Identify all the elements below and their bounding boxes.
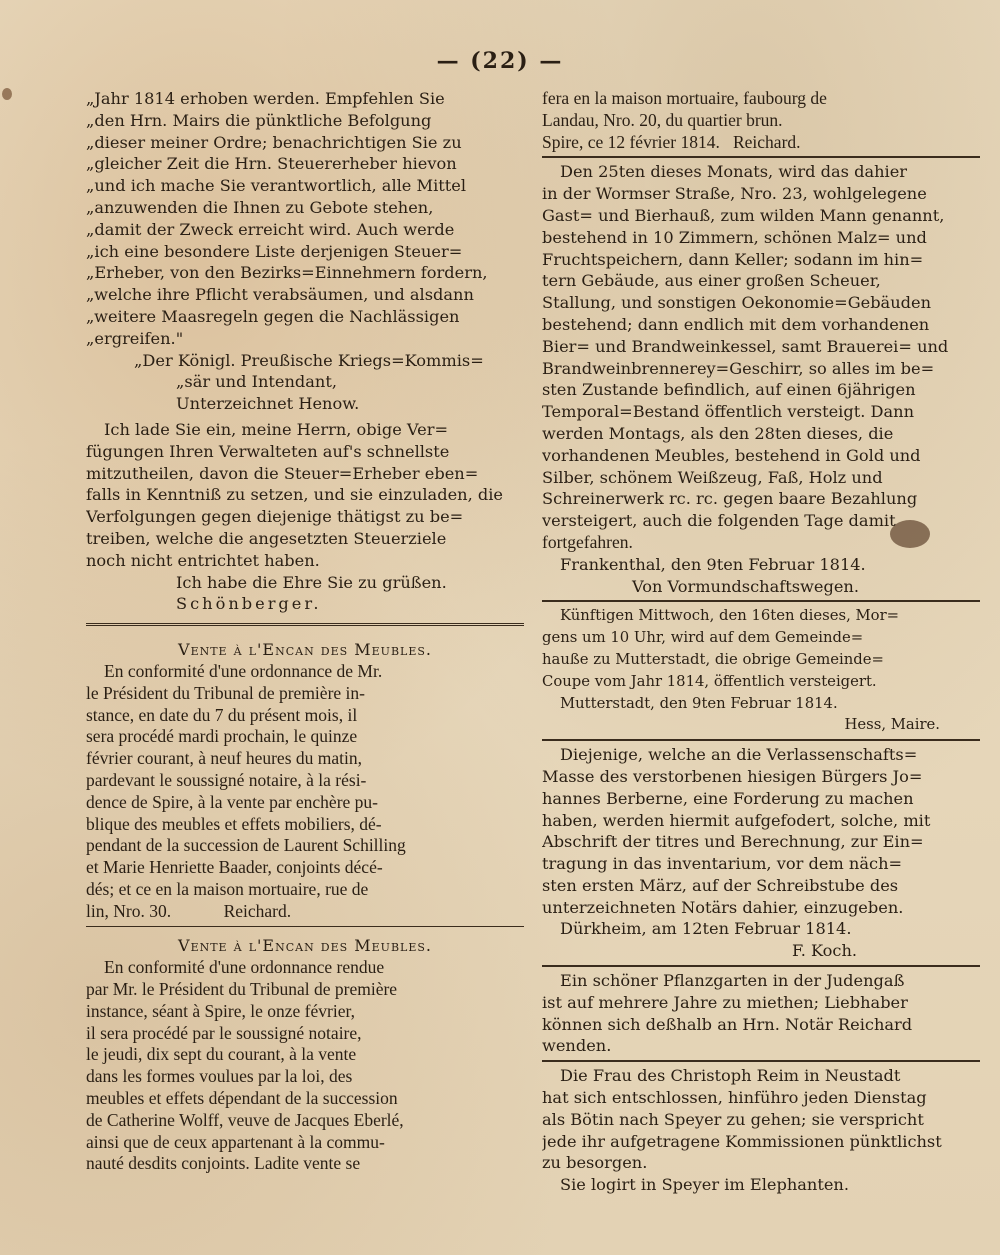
text-line: Landau, Nro. 20, du quartier brun.: [542, 109, 783, 130]
notice-heading: Vente à l'Encan des Meubles.: [178, 640, 432, 660]
closing-line: Ich habe die Ehre Sie zu grüßen.: [176, 572, 447, 592]
text-line: Ein schöner Pflanzgarten in der Judengaß: [560, 971, 905, 991]
text-line: sera procédé mardi prochain, le quinze: [86, 726, 358, 747]
text-line: Künftigen Mittwoch, den 16ten dieses, Mor=: [560, 607, 900, 625]
notice-verlassenschaft: [542, 744, 980, 962]
text-line: als Bötin nach Speyer zu gehen; sie verspricht: [542, 1109, 924, 1129]
text-line: sten ersten März, auf der Schreibstube des: [542, 875, 899, 895]
invitation-text: [86, 419, 524, 615]
text-line: hannes Berberne, eine Forderung zu machen: [542, 788, 914, 808]
text-line: le Président du Tribunal de première in-: [86, 682, 365, 703]
text-line: Coupe vom Jahr 1814, öffentlich versteigert.: [542, 672, 877, 690]
text-line: gens um 10 Uhr, wird auf dem Gemeinde=: [542, 629, 864, 647]
text-line: Die Frau des Christoph Reim in Neustadt: [560, 1066, 901, 1086]
text-line: hauße zu Mutterstadt, die obrige Gemeinde=: [542, 650, 884, 668]
text-line: par Mr. le Président du Tribunal de première: [86, 979, 398, 1000]
text-line: Brandweinbrennerey=Geschirr, so alles im be=: [542, 358, 935, 378]
text-line: Stallung, und sonstigen Oekonomie=Gebäuden: [542, 293, 932, 313]
text-line: Silber, schönem Weißzeug, Faß, Holz und: [542, 467, 883, 487]
notice-pflanzgarten: [542, 970, 980, 1057]
notice-vente-2: [86, 935, 524, 1175]
text-line: Verfolgungen gegen diejenige thätigst zu be=: [86, 507, 464, 527]
text-line: jede ihr aufgetragene Kommissionen pünktlichst: [542, 1131, 942, 1151]
text-line: En conformité d'une ordonnance rendue: [104, 957, 385, 978]
notice-vente-1: [86, 639, 524, 922]
text-line: Ich lade Sie ein, meine Herrn, obige Ver=: [104, 419, 449, 439]
text-line: stance, en date du 7 du présent mois, il: [86, 704, 358, 725]
text-line: tern Gebäude, aus einer großen Scheuer,: [542, 271, 881, 291]
text-line: Diejenige, welche an die Verlassenschafts=: [560, 745, 918, 765]
text-line: „damit der Zweck erreicht wird. Auch werde: [86, 219, 455, 239]
right-column: [542, 88, 980, 1196]
notice-gasthaus: [542, 161, 980, 597]
text-line: lin, Nro. 30. Reichard.: [86, 900, 292, 921]
text-line: „Der Königl. Preußische Kriegs=Kommis=: [134, 350, 484, 370]
text-line: können sich deßhalb an Hrn. Notär Reichard: [542, 1014, 913, 1034]
notice-botin: [542, 1065, 980, 1196]
text-line: ist auf mehrere Jahre zu miethen; Liebhaber: [542, 992, 908, 1012]
text-line: „dieser meiner Ordre; benachrichtigen Sie zu: [86, 132, 462, 152]
text-line: fügungen Ihren Verwalteten auf's schnellste: [86, 441, 450, 461]
text-line: Fruchtspeichern, dann Keller; sodann im hin=: [542, 249, 924, 269]
notice-divider: [542, 965, 980, 967]
text-line: dence de Spire, à la vente par enchère pu-: [86, 791, 378, 812]
notice-divider: [542, 600, 980, 602]
text-line: bestehend in 10 Zimmern, schönen Malz= und: [542, 227, 927, 247]
text-line: sten Zustande befindlich, auf einen 6jährigen: [542, 380, 916, 400]
text-line: nauté desdits conjoints. Ladite vente se: [86, 1153, 361, 1174]
text-line: tragung in das inventarium, vor dem näch=: [542, 854, 903, 874]
text-line: Gast= und Bierhauß, zum wilden Mann genannt,: [542, 205, 945, 225]
text-line: mitzutheilen, davon die Steuer=Erheber eben=: [86, 463, 479, 483]
text-line: Schreinerwerk rc. rc. gegen baare Bezahlung: [542, 489, 918, 509]
notice-continuation: [542, 88, 980, 153]
text-line: hat sich entschlossen, hinführo jeden Dienstag: [542, 1088, 927, 1108]
text-line: Von Vormundschaftswegen.: [632, 576, 859, 596]
text-line: bestehend; dann endlich mit dem vorhandenen: [542, 314, 930, 334]
text-line: „gleicher Zeit die Hrn. Steuererheber hievon: [86, 154, 457, 174]
text-line: vorhandenen Meubles, bestehend in Gold und: [542, 445, 921, 465]
text-line: F. Koch.: [792, 941, 858, 961]
section-divider: [86, 623, 524, 629]
text-line: et Marie Henriette Baader, conjoints décé-: [86, 857, 383, 878]
notice-heading: Vente à l'Encan des Meubles.: [178, 936, 432, 956]
text-line: pendant de la succession de Laurent Schilling: [86, 835, 406, 856]
text-line: „sär und Intendant,: [176, 372, 338, 392]
notice-divider: [542, 739, 980, 741]
text-line: Temporal=Bestand öffentlich versteigt. Dann: [542, 402, 914, 422]
text-line: „ich eine besondere Liste derjenigen Steuer=: [86, 241, 463, 261]
text-line: haben, werden hiermit aufgefodert, solche, mit: [542, 810, 931, 830]
text-line: „Jahr 1814 erhoben werden. Empfehlen Sie: [86, 89, 445, 108]
page-number: — (22) —: [436, 48, 564, 74]
notice-divider: [542, 1060, 980, 1062]
text-line: fortgefahren.: [542, 531, 633, 552]
text-line: „und ich mache Sie verantwortlich, alle Mittel: [86, 176, 467, 196]
notice-divider: [542, 156, 980, 158]
ink-stain: [2, 88, 12, 100]
text-line: „ergreifen.": [86, 328, 184, 348]
text-line: „weitere Maasregeln gegen die Nachlässigen: [86, 306, 460, 326]
text-line: falls in Kenntniß zu setzen, und sie einzuladen, die: [86, 485, 503, 505]
text-line: Abschrift der titres und Berechnung, zur Ein=: [542, 832, 924, 852]
text-line: ainsi que de ceux appartenant à la commu-: [86, 1131, 385, 1152]
notice-divider: [86, 926, 524, 927]
text-line: Den 25ten dieses Monats, wird das dahier: [560, 162, 908, 182]
text-line: in der Wormser Straße, Nro. 23, wohlgelegene: [542, 184, 927, 204]
text-line: zu besorgen.: [542, 1153, 648, 1173]
text-line: wenden.: [542, 1036, 612, 1056]
text-line: werden Montags, als den 28ten dieses, die: [542, 423, 894, 443]
text-line: Mutterstadt, den 9ten Februar 1814.: [560, 694, 838, 712]
text-line: de Catherine Wolff, veuve de Jacques Eberlé,: [86, 1109, 404, 1130]
text-line: treiben, welche die angesetzten Steuerziele: [86, 528, 447, 548]
text-line: „anzuwenden die Ihnen zu Gebote stehen,: [86, 197, 434, 217]
text-line: „den Hrn. Mairs die pünktliche Befolgung: [86, 110, 432, 130]
text-line: il sera procédé par le soussigné notaire,: [86, 1022, 362, 1043]
text-line: noch nicht entrichtet haben.: [86, 550, 320, 570]
text-line: Dürkheim, am 12ten Februar 1814.: [560, 919, 852, 939]
signature-block: [86, 350, 524, 415]
text-line: fera en la maison mortuaire, faubourg de: [542, 88, 827, 108]
text-line: Hess, Maire.: [844, 716, 940, 734]
text-line: instance, séant à Spire, le onze février,: [86, 1000, 355, 1021]
decree-text: [86, 88, 524, 350]
text-line: „welche ihre Pflicht verabsäumen, und alsdann: [86, 285, 474, 305]
text-line: Masse des verstorbenen hiesigen Bürgers Jo=: [542, 766, 923, 786]
text-line: pardevant le soussigné notaire, à la rési-: [86, 769, 367, 790]
notice-gemeinde: [542, 605, 980, 736]
text-line: unterzeichneten Notärs dahier, einzugeben.: [542, 897, 904, 917]
text-line: février courant, à neuf heures du matin,: [86, 748, 362, 769]
text-line: Bier= und Brandweinkessel, samt Brauerei= und: [542, 336, 949, 356]
left-column: [86, 88, 524, 1175]
text-line: meubles et effets dépendant de la succession: [86, 1088, 398, 1109]
text-line: „Erheber, von den Bezirks=Einnehmern fordern,: [86, 263, 488, 283]
text-line: blique des meubles et effets mobiliers, dé-: [86, 813, 382, 834]
text-line: En conformité d'une ordonnance de Mr.: [104, 660, 383, 681]
text-line: versteigert, auch die folgenden Tage damit: [542, 511, 896, 531]
text-line: le jeudi, dix sept du courant, à la vente: [86, 1044, 357, 1065]
text-line: Spire, ce 12 février 1814. Reichard.: [542, 131, 801, 152]
text-line: Frankenthal, den 9ten Februar 1814.: [560, 554, 866, 574]
text-line: dans les formes voulues par la loi, des: [86, 1066, 353, 1087]
closing-signature: Schönberger.: [176, 594, 322, 614]
text-line: Unterzeichnet Henow.: [176, 394, 360, 414]
text-line: Sie logirt in Speyer im Elephanten.: [560, 1175, 849, 1195]
text-line: dés; et ce en la maison mortuaire, rue de: [86, 878, 369, 899]
